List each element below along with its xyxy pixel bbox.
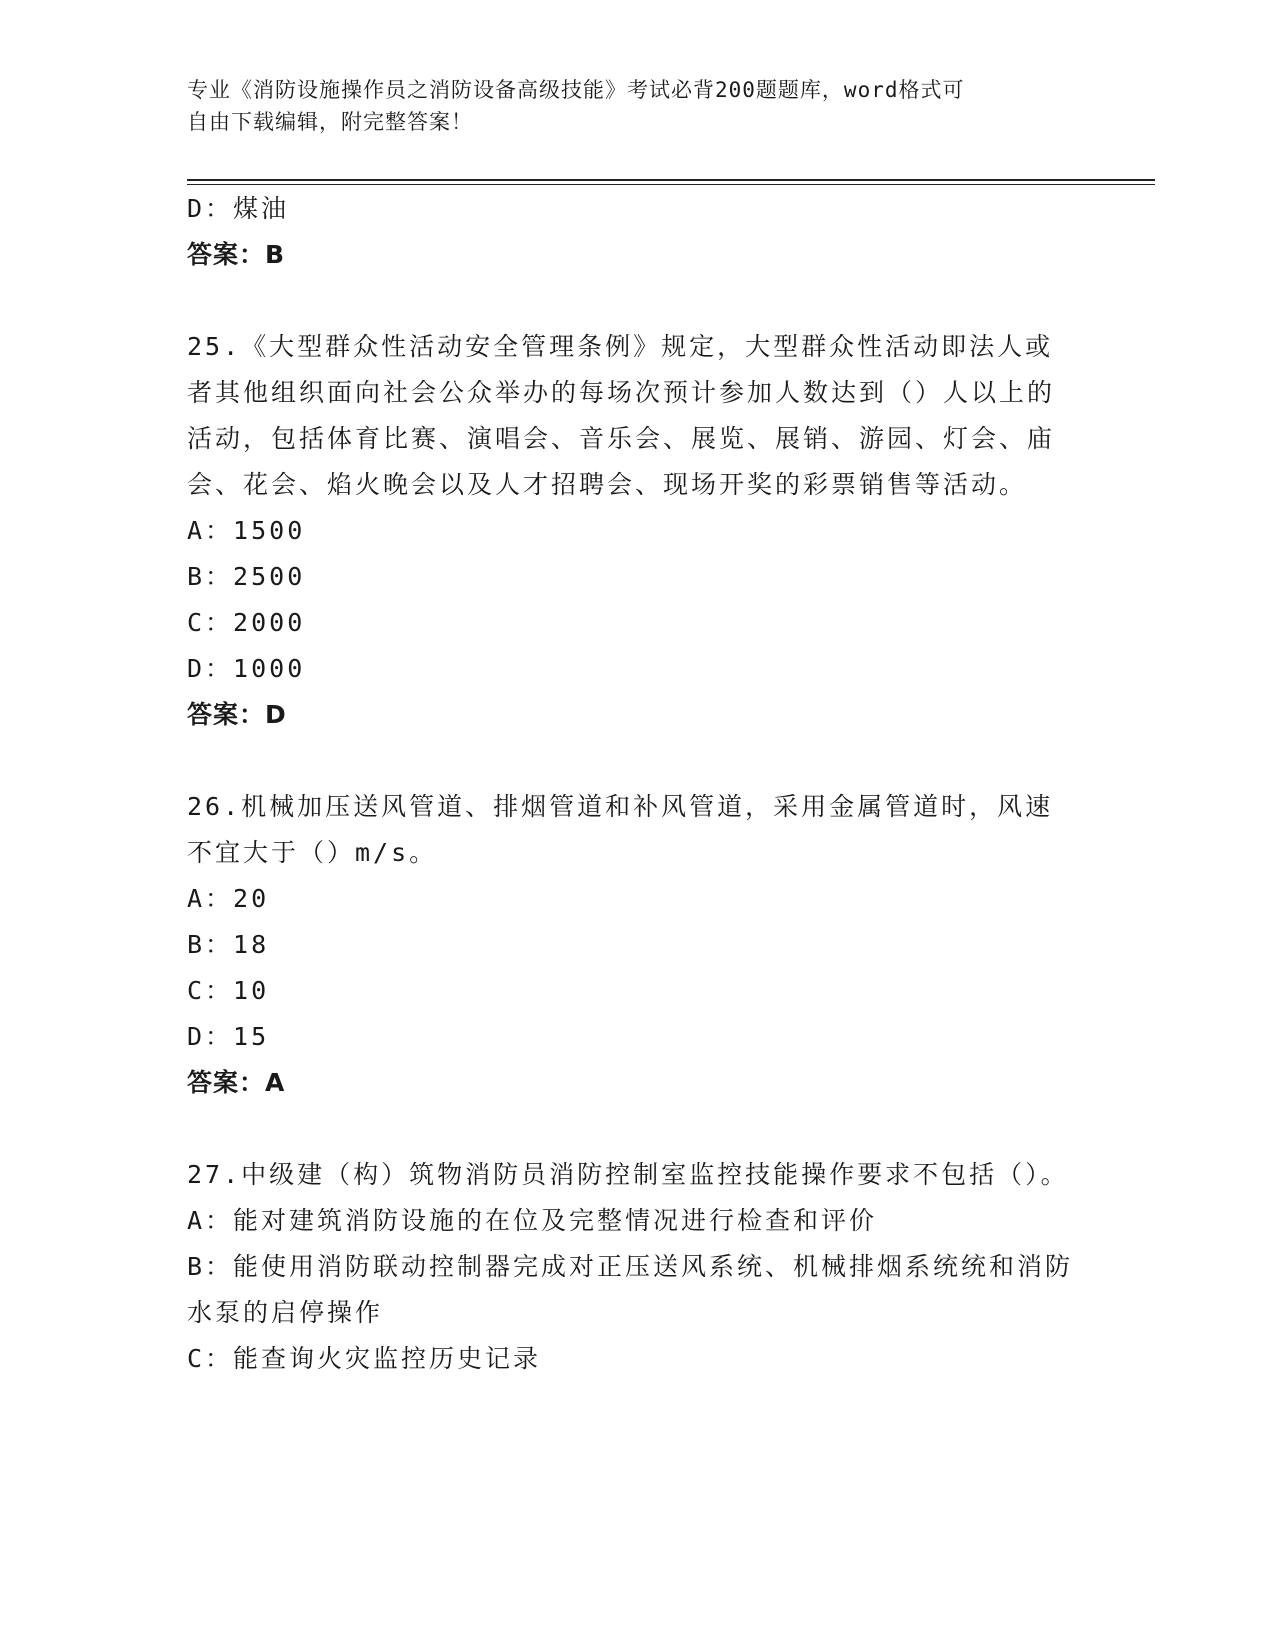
question-26-answer: 答案：A <box>187 1068 286 1097</box>
prev-answer: 答案：B <box>187 240 286 269</box>
question-25-option-a: A：1500 <box>187 516 306 545</box>
header-line-2: 自由下载编辑，附完整答案！ <box>187 110 473 134</box>
question-27-stem: 27.中级建（构）筑物消防员消防控制室监控技能操作要求不包括（）。 <box>187 1160 1069 1189</box>
question-26-option-b: B：18 <box>187 930 270 959</box>
question-25-option-b: B：2500 <box>187 562 306 591</box>
question-25-option-c: C：2000 <box>187 608 306 637</box>
question-26-option-c: C：10 <box>187 976 270 1005</box>
prev-option-d: D：煤油 <box>187 194 290 223</box>
spacer <box>187 738 1087 784</box>
question-26-option-d: D：15 <box>187 1022 270 1051</box>
header-rule-thick <box>187 179 1155 181</box>
spacer <box>187 1106 1087 1152</box>
question-25-answer: 答案：D <box>187 700 287 729</box>
question-25-stem: 25.《大型群众性活动安全管理条例》规定，大型群众性活动即法人或者其他组织面向社会公众举办的每场次预计参加人数达到（）人以上的活动，包括体育比赛、演唱会、音乐会、展览、展销、游园、灯会、庙会、花会、焰火晚会以及人才招聘会、现场开奖的彩票销售等活动。 <box>187 332 1056 499</box>
question-27-option-c: C：能查询火灾监控历史记录 <box>187 1344 542 1373</box>
spacer <box>187 278 1087 324</box>
question-25-option-d: D：1000 <box>187 654 306 683</box>
document-body <box>187 186 1087 1382</box>
header-rule-thin <box>187 184 1155 185</box>
question-26-option-a: A：20 <box>187 884 270 913</box>
header-line-1: 专业《消防设施操作员之消防设备高级技能》考试必背200题题库，word格式可 <box>187 78 965 102</box>
question-27-option-a: A：能对建筑消防设施的在位及完整情况进行检查和评价 <box>187 1206 878 1235</box>
document-header <box>187 74 1087 138</box>
question-27-option-b: B：能使用消防联动控制器完成对正压送风系统、机械排烟系统统和消防水泵的启停操作 <box>187 1252 1074 1327</box>
question-26-stem: 26.机械加压送风管道、排烟管道和补风管道，采用金属管道时，风速不宜大于（）m/s。 <box>187 792 1054 867</box>
